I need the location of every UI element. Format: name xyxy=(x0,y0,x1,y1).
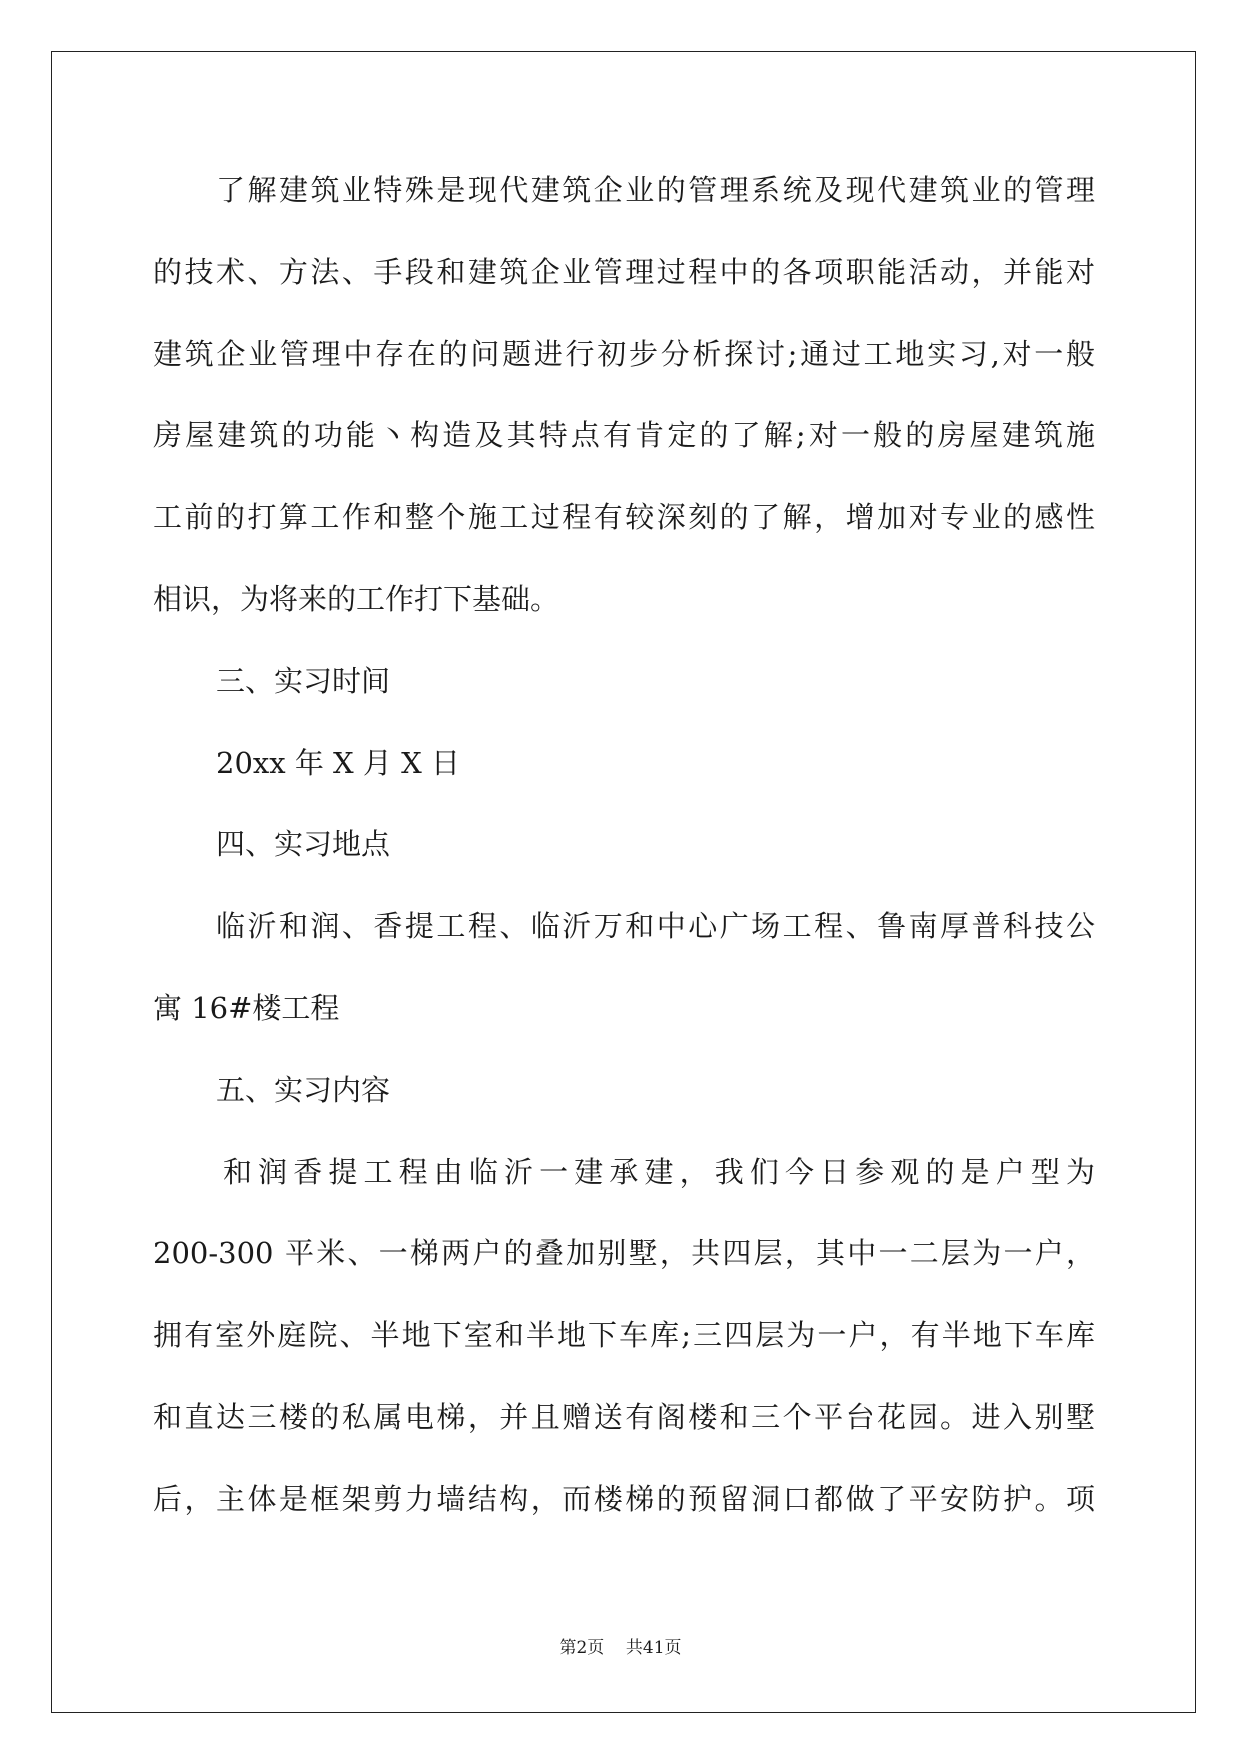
body-line: 和直达三楼的私属电梯，并且赠送有阁楼和三个平台花园。进入别墅 xyxy=(153,1399,1095,1434)
body-line: 的技术、方法、手段和建筑企业管理过程中的各项职能活动，并能对 xyxy=(153,254,1095,289)
body-line: 临沂和润、香提工程、临沂万和中心广场工程、鲁南厚普科技公 xyxy=(216,909,1095,944)
body-line: 相识，为将来的工作打下基础。 xyxy=(153,581,560,616)
body-line: 了解建筑业特殊是现代建筑企业的管理系统及现代建筑业的管理 xyxy=(216,173,1095,207)
body-line: 200-300 平米、一梯两户的叠加别墅，共四层，其中一二层为一户， xyxy=(153,1236,1095,1271)
body-line: 和润香提工程由临沂一建承建，我们今日参观的是户型为 xyxy=(223,1154,1095,1189)
section-heading: 五、实习内容 xyxy=(216,1072,391,1107)
body-line: 工前的打算工作和整个施工过程有较深刻的了解，增加对专业的感性 xyxy=(153,500,1095,535)
body-line: 建筑企业管理中存在的问题进行初步分析探讨;通过工地实习,对一般 xyxy=(153,336,1095,371)
body-line: 拥有室外庭院、半地下室和半地下车库;三四层为一户，有半地下车库 xyxy=(153,1318,1095,1353)
body-line: 20xx 年 X 月 X 日 xyxy=(216,745,460,780)
body-line: 后，主体是框架剪力墙结构，而楼梯的预留洞口都做了平安防护。项 xyxy=(153,1481,1095,1516)
section-heading: 四、实习地点 xyxy=(216,827,391,862)
body-line: 房屋建筑的功能丶构造及其特点有肯定的了解;对一般的房屋建筑施 xyxy=(153,418,1095,453)
page-number-footer: 第2页 共41页 xyxy=(559,1638,682,1658)
body-line: 寓 16#楼工程 xyxy=(153,990,340,1025)
section-heading: 三、实习时间 xyxy=(216,663,391,698)
document-body xyxy=(153,150,1095,1541)
